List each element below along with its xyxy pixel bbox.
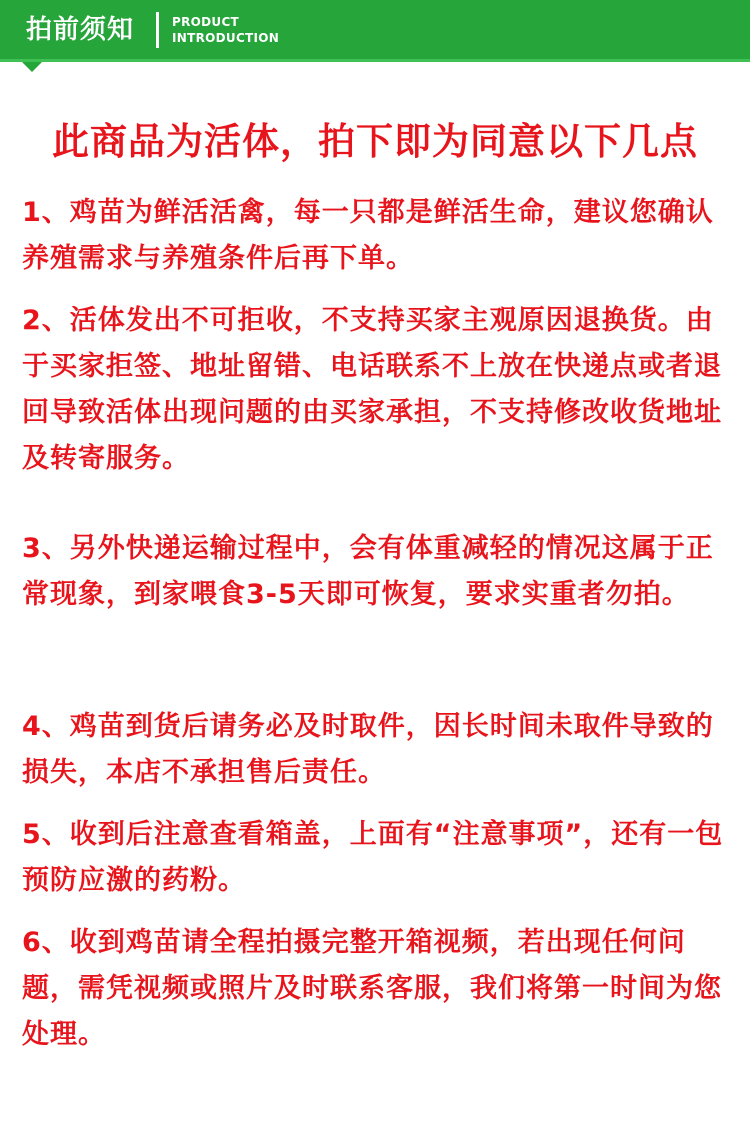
header-pointer: [22, 62, 42, 72]
note-item-6: 6、收到鸡苗请全程拍摄完整开箱视频，若出现任何问题，需凭视频或照片及时联系客服，我们将第一时间为您处理。: [22, 927, 722, 1050]
section-header: [0, 0, 750, 62]
header-subtitle: [172, 14, 279, 46]
header-divider: [156, 12, 159, 48]
note-item-3: 3、另外快递运输过程中，会有体重减轻的情况这属于正常现象，到家喂食3-5天即可恢复，要求实重者勿拍。: [22, 533, 714, 610]
header-subtitle-line2: INTRODUCTION: [172, 31, 280, 45]
header-subtitle-line1: PRODUCT: [172, 15, 240, 29]
note-item-5: 5、收到后注意查看箱盖，上面有“注意事项”，还有一包预防应激的药粉。: [22, 819, 724, 896]
note-item-4: 4、鸡苗到货后请务必及时取件，因长时间未取件导致的损失，本店不承担售后责任。: [22, 711, 714, 788]
note-item-1: 1、鸡苗为鲜活活禽，每一只都是鲜活生命，建议您确认养殖需求与养殖条件后再下单。: [22, 197, 714, 274]
header-title: 拍前须知: [26, 15, 135, 45]
page-headline: 此商品为活体，拍下即为同意以下几点: [52, 120, 698, 163]
note-item-2: 2、活体发出不可拒收，不支持买家主观原因退换货。由于买家拒签、地址留错、电话联系不上放在快递点或者退回导致活体出现问题的由买家承担，不支持修改收货地址及转寄服务。: [22, 305, 722, 474]
